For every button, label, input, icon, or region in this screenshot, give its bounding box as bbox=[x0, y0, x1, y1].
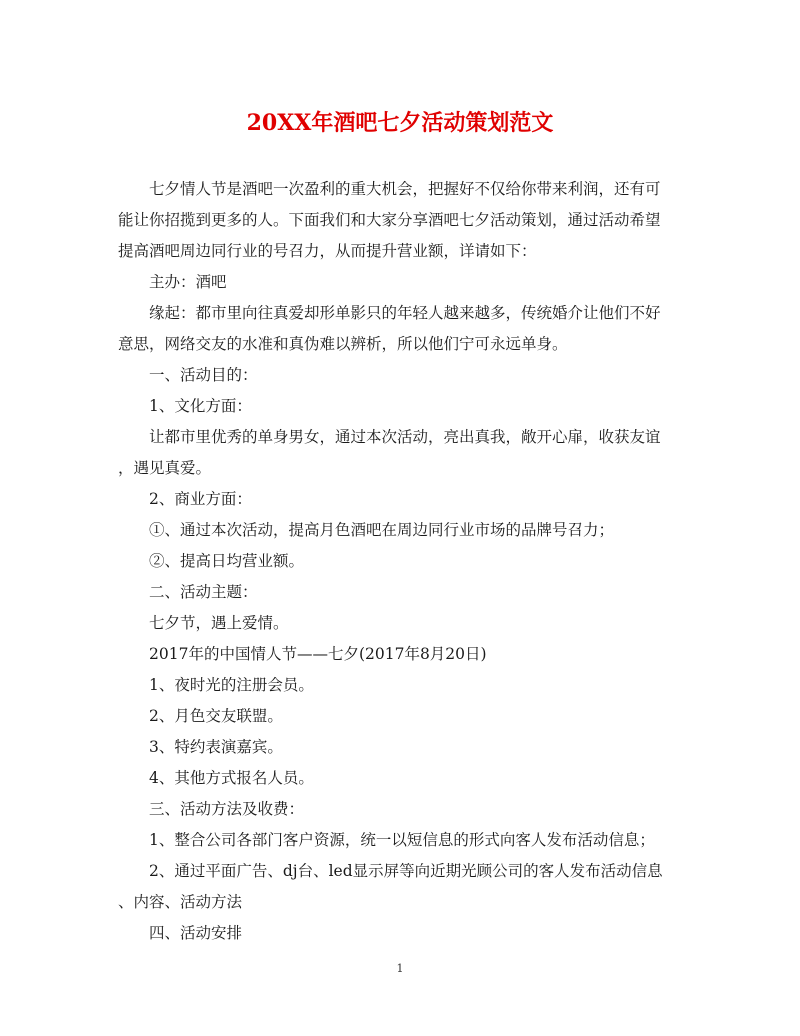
paragraph-line: 三、活动方法及收费： bbox=[149, 800, 305, 818]
paragraph-line: 七夕节，遇上爱情。 bbox=[149, 614, 289, 632]
page-number: 1 bbox=[396, 962, 404, 975]
paragraph-line: 1、夜时光的注册会员。 bbox=[149, 676, 314, 694]
paragraph-line: 意思，网络交友的水准和真伪难以辨析，所以他们宁可永远单身。 bbox=[118, 335, 568, 353]
paragraph-line: 1、文化方面： bbox=[149, 397, 252, 415]
paragraph-line: 2017年的中国情人节——七夕(2017年8月20日) bbox=[149, 645, 487, 663]
paragraph-line: 二、活动主题： bbox=[149, 583, 258, 601]
paragraph-line: 4、其他方式报名人员。 bbox=[149, 769, 314, 787]
paragraph-line: 2、商业方面： bbox=[149, 490, 252, 508]
paragraph-line: ，遇见真爱。 bbox=[118, 459, 212, 477]
paragraph-line: 四、活动安排 bbox=[149, 924, 243, 942]
paragraph-line: 缘起：都市里向往真爱却形单影只的年轻人越来越多，传统婚介让他们不好 bbox=[149, 304, 661, 322]
document-body bbox=[118, 174, 682, 949]
paragraph-line: 提高酒吧周边同行业的号召力，从而提升营业额，详请如下： bbox=[118, 242, 537, 260]
paragraph-line: 3、特约表演嘉宾。 bbox=[149, 738, 283, 756]
paragraph-line: 主办：酒吧 bbox=[149, 273, 227, 291]
paragraph-line: 、内容、活动方法 bbox=[118, 893, 243, 911]
paragraph-line: 让都市里优秀的单身男女，通过本次活动，亮出真我，敞开心扉，收获友谊 bbox=[149, 428, 661, 446]
paragraph-line: 2、通过平面广告、dj台、led显示屏等向近期光顾公司的客人发布活动信息 bbox=[149, 862, 663, 880]
paragraph-line: ①、通过本次活动，提高月色酒吧在周边同行业市场的品牌号召力； bbox=[149, 521, 615, 539]
paragraph-line: 1、整合公司各部门客户资源，统一以短信息的形式向客人发布活动信息； bbox=[149, 831, 655, 849]
paragraph-line: 能让你招揽到更多的人。下面我们和大家分享酒吧七夕活动策划，通过活动希望 bbox=[118, 211, 661, 229]
document-title: 20XX年酒吧七夕活动策划范文 bbox=[246, 110, 554, 136]
paragraph-line: 七夕情人节是酒吧一次盈利的重大机会，把握好不仅给你带来利润，还有可 bbox=[149, 180, 661, 198]
paragraph-line: 一、活动目的： bbox=[149, 366, 258, 384]
paragraph-line: 2、月色交友联盟。 bbox=[149, 707, 283, 725]
paragraph-line: ②、提高日均营业额。 bbox=[149, 552, 305, 570]
